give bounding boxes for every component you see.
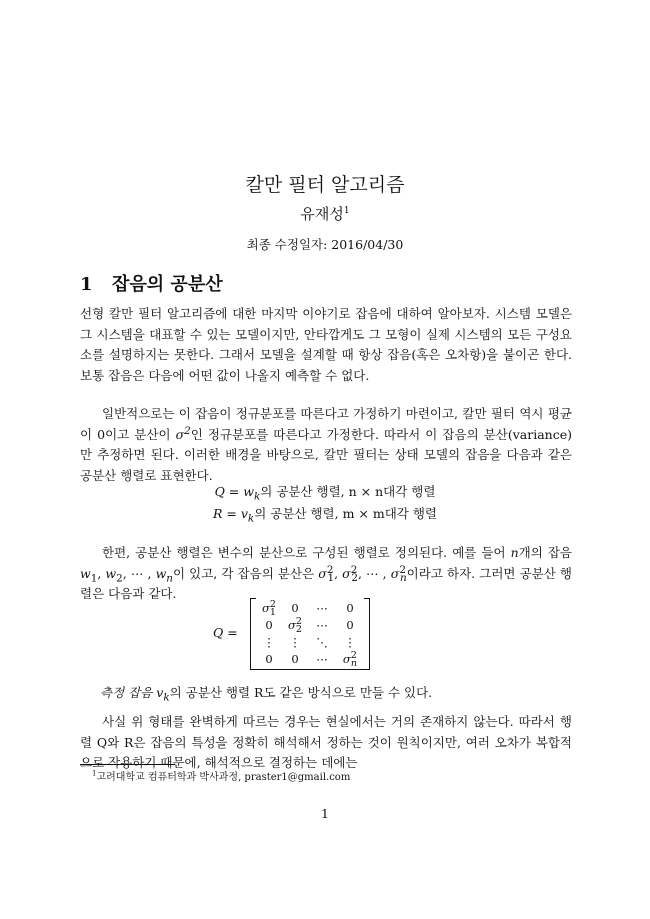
matrix-brackets <box>250 598 370 670</box>
paragraph-covariance-definition: 한편, 공분산 행렬은 변수의 분산으로 구성된 행렬로 정의된다. 예를 들어 n개의 잡음$w_1$, $w_2$, ⋯ , $w_n$이 있고, 각 잡음의 분산은 $\sigma^2_1$, $\sigma^2_2$, ⋯ , $\sigma^2_n$이라고 하자. 그러면 공분산 행렬은 다음과 같다. <box>80 545 573 601</box>
paragraph-practice: 사실 위 형태를 완벽하게 따르는 경우는 현실에서는 거의 존재하지 않는다. 따라서 행렬 Q와 R은 잡음의 특성을 정확히 해석해서 정하는 것이 원칙이지만, 여러 오차가 복합적으로 작용하기 때문에, 해석적으로 결정하는 데에는 <box>80 714 572 770</box>
section-heading <box>80 270 223 296</box>
equation-r: $R = v_k$의 공분산 행렬, m × m대각 행렬 <box>213 506 437 525</box>
p4-text-b: 의 공분산 행렬 R도 같은 방식으로 만들 수 있다. <box>169 685 433 700</box>
eq2-lhs: R = v <box>213 506 248 521</box>
author-name: 유재성 <box>300 205 344 223</box>
paragraph-intro: 선형 칼만 필터 알고리즘에 대한 마지막 이야기로 잡음에 대하여 알아보자. 시스템 모델은 그 시스템을 대표할 수 있는 모델이지만, 안타깝게도 그 모형이 실제 시스템의 모든 구성요소를 설명하지는 못한다. 그래서 모델을 설계할 때 항상 잡음(혹은 오차항)을 붙이곤 한다. 보통 잡음은 다음에 어떤 값이 나올지 예측할 수 없다. <box>80 306 572 383</box>
paragraph-gaussian-noise <box>80 404 572 486</box>
p3-text-a: 한편, 공분산 행렬은 변수의 분산으로 구성된 행렬로 정의된다. 예를 들어 <box>102 545 511 560</box>
matrix-entries: $\sigma^2_1$ 0 ⋯ 0 0 $\sigma^2_2$ ⋯ 0 ⋮ ⋮ ⋱ ⋮ 0 0 ⋯ $\sigma^2_n$ <box>261 599 358 670</box>
footnote-text: 고려대학교 컴퓨터학과 박사과정, praster1@gmail.com <box>96 772 351 783</box>
revision-date: 최종 수정일자: 2016/04/30 <box>246 237 404 252</box>
p3-text-c: 이 있고, 각 잡음의 분산은 <box>172 565 319 581</box>
matrix-label: Q = <box>213 625 238 640</box>
eq2-rhs: 의 공분산 행렬, m × m대각 행렬 <box>254 506 437 521</box>
p3-text-b: 개의 잡음 <box>518 545 573 560</box>
p4-text-a: 측정 잡음 v <box>100 685 164 700</box>
eq1-lhs: Q = w <box>214 484 254 499</box>
section-title: 잡음의 공분산 <box>112 274 223 295</box>
footnote <box>92 768 350 783</box>
footnote-mark: 1 <box>92 769 97 778</box>
footnote-rule <box>80 764 175 765</box>
author-line <box>0 203 650 224</box>
p2-text-a: 일반적으로는 이 잡음이 정규분포를 따른다고 가정하기 마련이고, 칼만 필터 역시 평균이 0이고 분산이 <box>80 406 572 442</box>
p3-text-d: 이라고 하자. 그러면 공분산 행렬은 다음과 같다. <box>80 565 572 601</box>
document-title: 칼만 필터 알고리즘 <box>245 174 405 196</box>
page-number: 1 <box>321 806 329 821</box>
sigma-squared: $\sigma^2$ <box>175 424 191 442</box>
equation-q: $Q = w_k$의 공분산 행렬, n × n대각 행렬 <box>214 484 436 503</box>
eq1-rhs: 의 공분산 행렬, n × n대각 행렬 <box>260 484 436 499</box>
author-footnote-mark: 1 <box>343 206 350 216</box>
p2-text-b: 인 정규분포를 따른다고 가정한다. 따라서 이 잡음의 분산(variance)만 추정하면 된다. 이러한 배경을 바탕으로, 칼만 필터는 상태 모델의 잡음을 다음과 같은 공분산 행렬로 표현한다. <box>80 426 572 483</box>
paragraph-measurement-noise: 측정 잡음 $v_k$의 공분산 행렬 R도 같은 방식으로 만들 수 있다. <box>100 685 433 704</box>
section-number: 1 <box>80 274 93 295</box>
